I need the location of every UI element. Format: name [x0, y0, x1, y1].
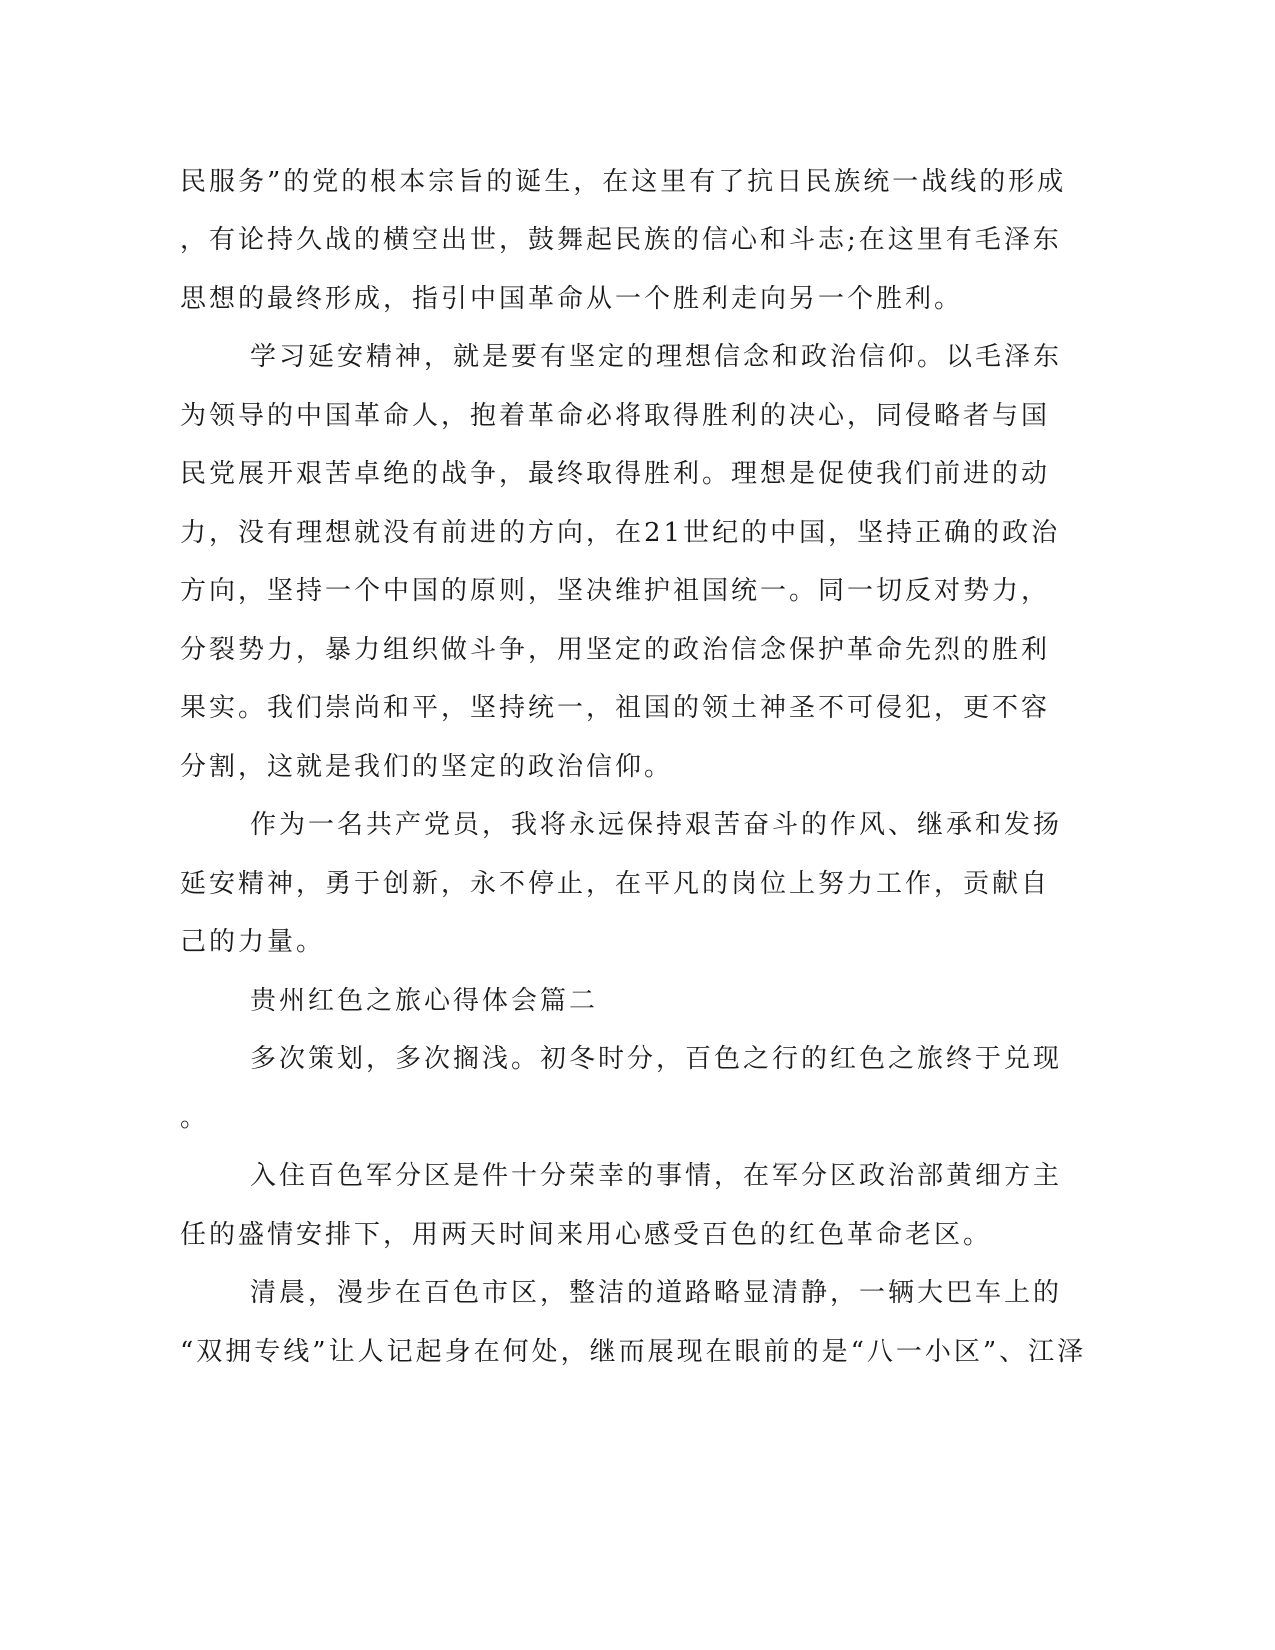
text-line: 果实。我们崇尚和平，坚持统一，祖国的领土神圣不可侵犯，更不容 — [180, 693, 1051, 723]
text-line: 分割，这就是我们的坚定的政治信仰。 — [180, 752, 674, 782]
text-line: 方向，坚持一个中国的原则，坚决维护祖国统一。同一切反对势力， — [180, 576, 1051, 606]
text-line: 民党展开艰苦卓绝的战争，最终取得胜利。理想是促使我们前进的动 — [180, 459, 1051, 489]
text-line: 延安精神，勇于创新，永不停止，在平凡的岗位上努力工作，贡献自 — [180, 869, 1051, 899]
text-line: 己的力量。 — [180, 927, 326, 957]
section-heading: 贵州红色之旅心得体会篇二 — [250, 986, 599, 1016]
text-line: 分裂势力，暴力组织做斗争，用坚定的政治信念保护革命先烈的胜利 — [180, 635, 1051, 665]
text-line: 为领导的中国革命人，抱着革命必将取得胜利的决心，同侵略者与国 — [180, 401, 1051, 431]
text-line: 学习延安精神，就是要有坚定的理想信念和政治信仰。以毛泽东 — [250, 342, 1063, 372]
text-line: “双拥专线”让人记起身在何处，继而展现在眼前的是“八一小区”、江泽 — [180, 1337, 1087, 1367]
text-line: ，有论持久战的横空出世，鼓舞起民族的信心和斗志;在这里有毛泽东 — [180, 225, 1062, 255]
text-line: 力，没有理想就没有前进的方向，在21世纪的中国，坚持正确的政治 — [180, 518, 1061, 548]
text-line: 多次策划，多次搁浅。初冬时分，百色之行的红色之旅终于兑现 — [250, 1044, 1063, 1074]
text-line: 任的盛情安排下，用两天时间来用心感受百色的红色革命老区。 — [180, 1220, 993, 1250]
text-line: 清晨，漫步在百色市区，整洁的道路略显清静，一辆大巴车上的 — [250, 1278, 1063, 1308]
text-line: 民服务”的党的根本宗旨的诞生，在这里有了抗日民族统一战线的形成 — [180, 167, 1067, 197]
text-line: 作为一名共产党员，我将永远保持艰苦奋斗的作风、继承和发扬 — [250, 810, 1063, 840]
text-line: 入住百色军分区是件十分荣幸的事情，在军分区政治部黄细方主 — [250, 1161, 1063, 1191]
text-line: 思想的最终形成，指引中国革命从一个胜利走向另一个胜利。 — [180, 284, 964, 314]
text-line: 。 — [180, 1103, 210, 1133]
